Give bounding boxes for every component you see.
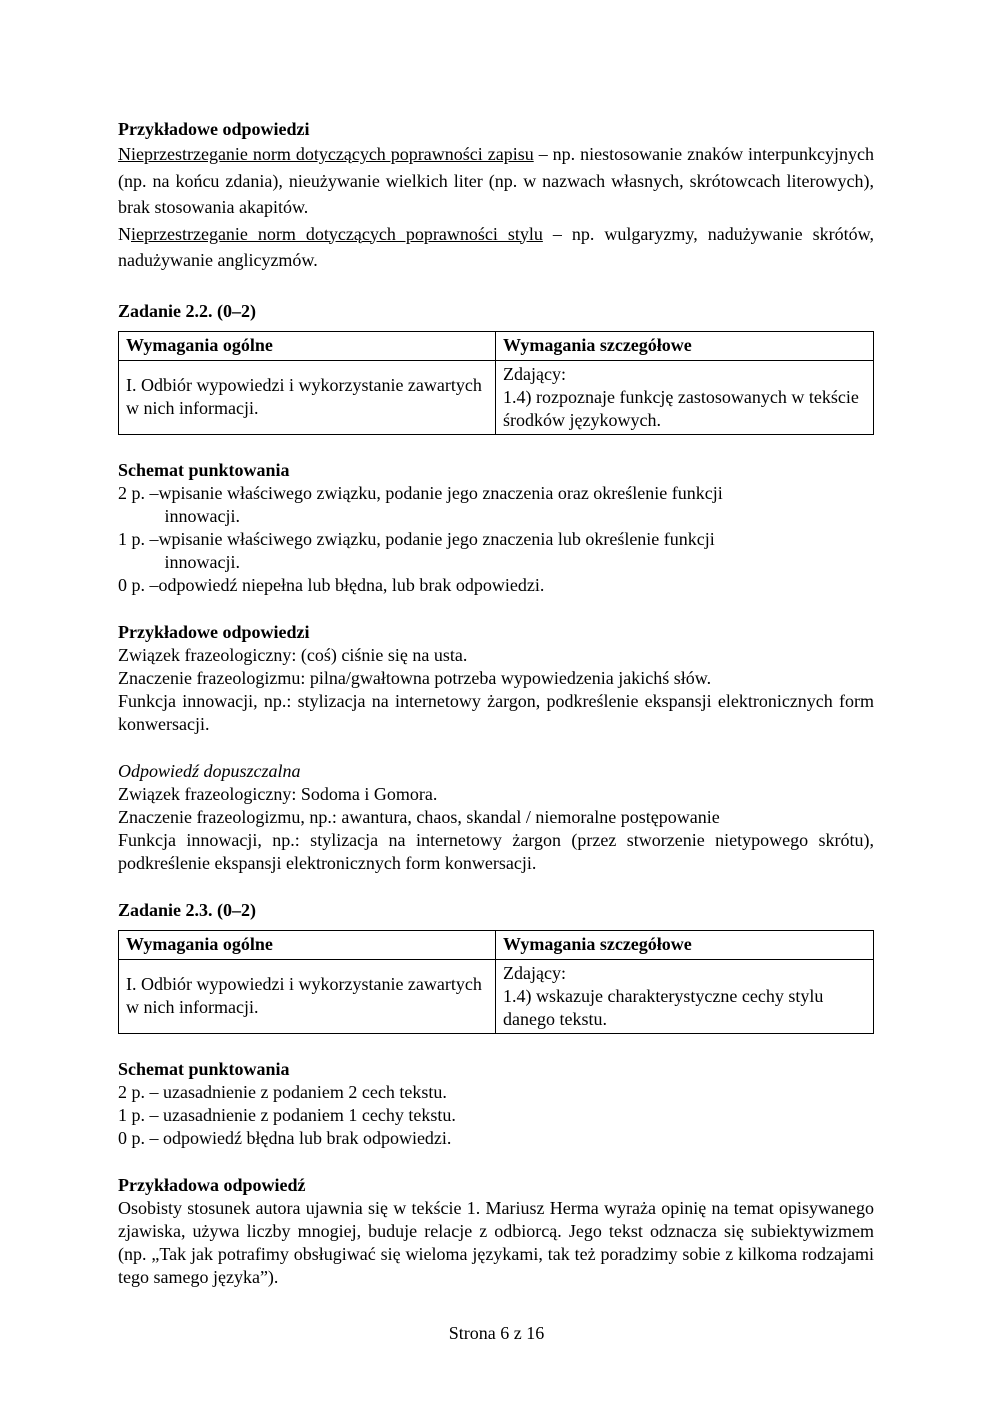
scoring-points: 0 p. –	[118, 574, 159, 595]
scoring-text-continuation: innowacji.	[164, 505, 240, 526]
column-header-detailed: Wymagania szczegółowe	[496, 331, 874, 360]
column-header-general: Wymagania ogólne	[119, 331, 496, 360]
scoring-text: wpisanie właściwego związku, podanie jego znaczenia oraz określenie funkcji	[158, 482, 723, 503]
scoring-points: 2 p. –	[118, 482, 159, 503]
initial-letter: N	[118, 223, 131, 244]
scoring-heading: Schemat punktowania	[118, 459, 290, 480]
example-answer-text: Osobisty stosunek autora ujawnia się w tekście 1. Mariusz Herma wyraża opinię na temat opisywanego zjawiska, używa liczby mnogiej, buduje relacje z odbiorcą. Jego tekst odznacza się subiektywizmem (np. „Tak jak potrafimy obsługiwać się wieloma językami, tak też poradzimy sobie z kilkoma rodzajami tego samego języka”).	[118, 1197, 874, 1287]
requirements-table-2-2	[118, 331, 874, 435]
task-2-3-title: Zadanie 2.3. (0–2)	[118, 899, 257, 920]
acceptable-line: Związek frazeologiczny: Sodoma i Gomora.	[118, 783, 438, 804]
examples-heading: Przykładowe odpowiedzi	[118, 119, 310, 139]
general-requirement: I. Odbiór wypowiedzi i wykorzystanie zawartych w nich informacji.	[119, 959, 496, 1033]
paragraph-text: – np. wulgaryzmy, nadużywanie skrótów, nadużywanie anglicyzmów.	[118, 223, 874, 270]
detailed-requirement-intro: Zdający:	[503, 363, 566, 384]
detailed-requirement-text: 1.4) wskazuje charakterystyczne cechy stylu danego tekstu.	[503, 985, 824, 1029]
page-content	[118, 118, 874, 1289]
paragraph-text: – np. niestosowanie znaków interpunkcyjnych (np. na końcu zdania), nieużywanie wielkich liter (np. w nazwach własnych, skrótowcach literowych), brak stosowania akapitów.	[118, 144, 875, 217]
acceptable-heading: Odpowiedź dopuszczalna	[118, 760, 301, 781]
column-header-detailed: Wymagania szczegółowe	[496, 930, 874, 959]
scoring-text: wpisanie właściwego związku, podanie jego znaczenia lub określenie funkcji	[158, 528, 715, 549]
page-number: Strona 6 z 16	[448, 1323, 545, 1343]
column-header-general: Wymagania ogólne	[119, 930, 496, 959]
detailed-requirement	[496, 360, 874, 434]
task-2-2-title: Zadanie 2.2. (0–2)	[118, 300, 257, 321]
scoring-text-continuation: innowacji.	[164, 551, 240, 572]
scoring-points: 1 p. –	[118, 528, 159, 549]
underlined-phrase: Nieprzestrzeganie norm dotyczących poprawności zapisu	[118, 144, 534, 164]
acceptable-line: Znaczenie frazeologizmu, np.: awantura, chaos, skandal / niemoralne postępowanie	[118, 806, 720, 827]
scoring-item	[118, 574, 874, 597]
scoring-item	[118, 482, 874, 528]
detailed-requirement	[496, 959, 874, 1033]
scoring-item	[118, 528, 874, 574]
example-line: Funkcja innowacji, np.: stylizacja na internetowy żargon, podkreślenie ekspansji elektronicznych form konwersacji.	[118, 690, 874, 734]
example-answer-heading: Przykładowa odpowiedź	[118, 1174, 306, 1195]
detailed-requirement-intro: Zdający:	[503, 962, 566, 983]
underlined-phrase: ieprzestrzeganie norm dotyczących poprawności stylu	[131, 223, 543, 244]
general-requirement: I. Odbiór wypowiedzi i wykorzystanie zawartych w nich informacji.	[119, 360, 496, 434]
requirements-table-2-3	[118, 930, 874, 1034]
examples-heading: Przykładowe odpowiedzi	[118, 621, 310, 642]
scoring-text: odpowiedź niepełna lub błędna, lub brak odpowiedzi.	[158, 574, 545, 595]
scoring-line: 1 p. – uzasadnienie z podaniem 1 cechy tekstu.	[118, 1104, 456, 1125]
scoring-heading: Schemat punktowania	[118, 1058, 290, 1079]
scoring-line: 0 p. – odpowiedź błędna lub brak odpowiedzi.	[118, 1127, 452, 1148]
example-paragraph-spelling	[118, 141, 874, 221]
example-paragraph-style	[118, 221, 874, 274]
example-line: Związek frazeologiczny: (coś) ciśnie się na usta.	[118, 644, 468, 665]
acceptable-line: Funkcja innowacji, np.: stylizacja na internetowy żargon (przez stworzenie nietypowego skrótu), podkreślenie ekspansji elektronicznych form konwersacji.	[118, 829, 874, 873]
example-line: Znaczenie frazeologizmu: pilna/gwałtowna potrzeba wypowiedzenia jakichś słów.	[118, 667, 712, 688]
detailed-requirement-text: 1.4) rozpoznaje funkcję zastosowanych w tekście środków językowych.	[503, 386, 859, 430]
scoring-line: 2 p. – uzasadnienie z podaniem 2 cech tekstu.	[118, 1081, 447, 1102]
examples-block	[118, 141, 874, 274]
